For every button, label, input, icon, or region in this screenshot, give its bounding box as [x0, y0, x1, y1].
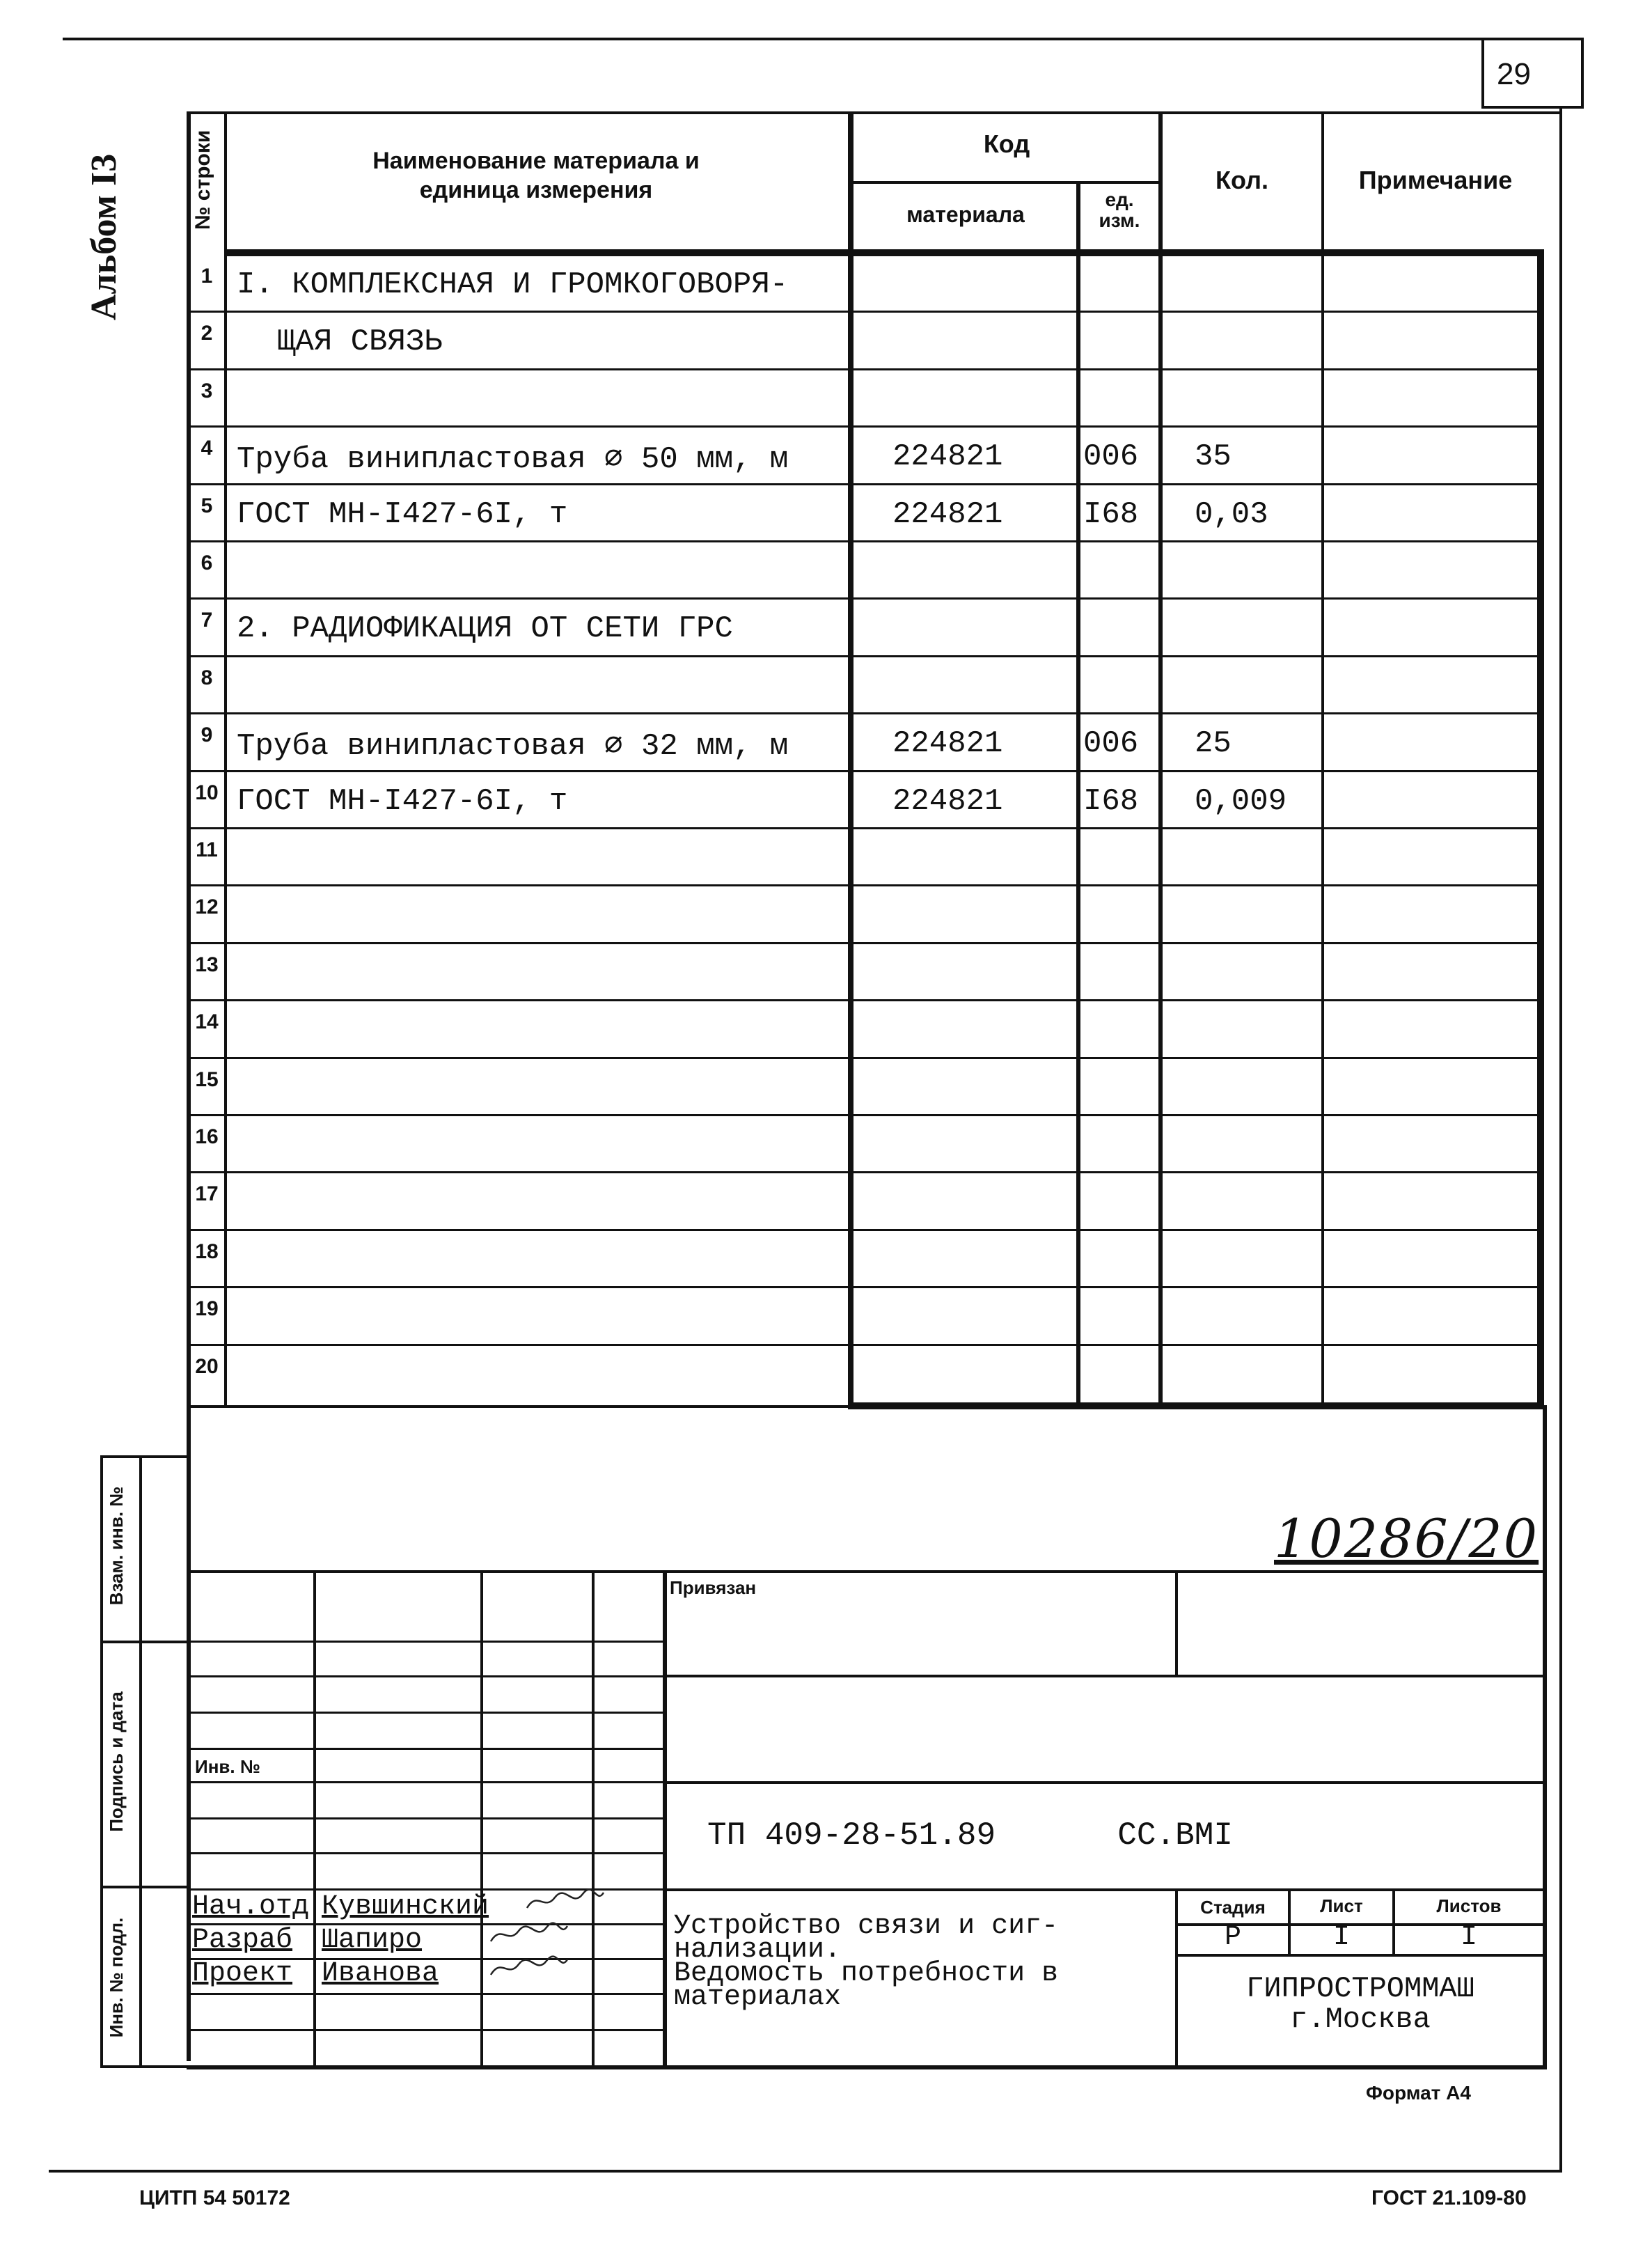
footer-left: ЦИТП 54 50172: [139, 2186, 290, 2209]
stage-label: Стадия: [1200, 1897, 1266, 1918]
col-divider-rowno: [224, 111, 227, 1408]
privyazan-divider: [1175, 1570, 1178, 1676]
row-line: [187, 540, 1541, 542]
page-number-box-left: [1481, 39, 1484, 109]
row-qty: 35: [1195, 439, 1232, 475]
header-name: Наименование материала и единица измерения: [372, 148, 700, 203]
side-stamp-sep2: [100, 1886, 188, 1888]
header-code: Код: [983, 130, 1030, 158]
handwritten-number: [1274, 1508, 1539, 1570]
table-top-border: [187, 111, 1562, 114]
designation-bottom: [663, 1888, 1544, 1891]
col-divider-qty: [1321, 111, 1324, 1408]
side-label-podpis: [106, 1678, 134, 1845]
side-stamp-sep1: [100, 1641, 188, 1643]
page-number-box-right: [1581, 38, 1584, 109]
row-line: [187, 655, 1541, 657]
page-number-box-bottom: [1481, 106, 1584, 109]
row-line: [187, 1286, 1541, 1288]
staff-name: Иванова: [322, 1958, 439, 1989]
row-name: I. КОМПЛЕКСНАЯ И ГРОМКОГОВОРЯ-: [237, 267, 789, 302]
row-line: [187, 1114, 1541, 1116]
row-line: [187, 597, 1541, 600]
designation-suffix: СС.ВМI: [1117, 1817, 1233, 1854]
header-bottom-heavy: [224, 249, 1544, 256]
side-label-inv-podl: [106, 1901, 134, 2054]
header-code-material: материала: [906, 202, 1025, 227]
stamp-row-line: [187, 1712, 666, 1714]
stage-value: Р: [1224, 1922, 1241, 1953]
stamp-top-line: [187, 1570, 1545, 1573]
doc-title: [674, 1911, 1059, 2013]
stamp-bottom-line: [187, 2065, 1547, 2069]
sheets-value: I: [1460, 1922, 1477, 1953]
stamp-row-line: [187, 1641, 666, 1643]
staff-name: Кувшинский: [322, 1891, 489, 1923]
header-code-unit: ед. изм.: [1099, 189, 1140, 231]
row-number: 16: [195, 1125, 219, 1148]
staff-role: Нач.отд: [192, 1891, 310, 1923]
side-label-vzam-text: Взам. инв. №: [106, 1486, 127, 1606]
row-unit: 006: [1083, 439, 1139, 475]
row-number: 4: [200, 437, 213, 460]
signature-mark: [487, 1954, 571, 1982]
staff-role: Разраб: [192, 1925, 293, 1956]
row-number: 11: [196, 838, 218, 861]
row-name: ЩАЯ СВЯЗЬ: [277, 324, 443, 360]
row-line: [187, 1344, 1541, 1346]
stamp-row-line: [187, 1993, 666, 1995]
row-line: [187, 1229, 1541, 1231]
side-label-inv-podl-text: Инв. № подл.: [106, 1917, 127, 2038]
row-number: 7: [200, 609, 213, 632]
stamp-row-line: [187, 1852, 666, 1854]
row-code: 224821: [892, 726, 1003, 762]
row-code: 224821: [892, 439, 1003, 475]
row-number: 3: [200, 379, 213, 402]
signature-mark: [524, 1887, 607, 1915]
row-number: 1: [200, 265, 213, 288]
stage-value-line: [1175, 1954, 1544, 1957]
row-unit: I68: [1083, 783, 1139, 819]
col-divider-code: [1158, 111, 1163, 1408]
stamp-row-line: [187, 2029, 666, 2031]
col-right-heavy: [1537, 251, 1544, 1408]
row-number: 10: [195, 781, 219, 804]
row-number: 2: [200, 322, 213, 345]
side-label-vzam: [106, 1476, 134, 1615]
row-name: Труба винипластовая ∅ 50 мм, м: [237, 442, 789, 478]
row-number: 13: [195, 953, 219, 976]
row-line: [187, 942, 1541, 944]
row-line: [187, 770, 1541, 772]
footer-line: [49, 2170, 1562, 2173]
format-label: Формат А4: [1366, 2082, 1471, 2104]
side-stamp-divider: [139, 1455, 142, 2068]
row-unit: 006: [1083, 726, 1139, 762]
row-line: [187, 483, 1541, 485]
row-line: [187, 712, 1541, 714]
row-code: 224821: [892, 496, 1003, 532]
row-number: 6: [200, 551, 213, 574]
inv-no-label: Инв. №: [195, 1756, 260, 1777]
col-divider-unit: [1076, 182, 1080, 1408]
side-stamp-left-border: [100, 1455, 103, 2068]
header-qty: Кол.: [1216, 166, 1268, 194]
row-name: Труба винипластовая ∅ 32 мм, м: [237, 729, 789, 765]
top-border-line: [63, 38, 1584, 40]
staff-name: Шапиро: [322, 1925, 423, 1956]
row-line: [187, 827, 1541, 829]
row-name: ГОСТ МН-I427-6I, т: [237, 496, 568, 532]
table-bottom-heavy: [848, 1402, 1544, 1409]
doc-title-line1: Устройство связи и сиг-: [674, 1911, 1059, 1942]
row-number: 14: [195, 1010, 219, 1034]
doc-title-line4: материалах: [674, 1982, 842, 2013]
stamp-main-right: [1543, 1405, 1547, 2067]
header-row-no-text: № строки: [191, 130, 214, 230]
album-label: [84, 111, 125, 320]
table-bottom-line: [187, 1405, 855, 1408]
sheets-label: Листов: [1436, 1895, 1502, 1916]
row-number: 5: [200, 494, 213, 517]
doc-title-line3: Ведомость потребности в: [674, 1958, 1059, 1989]
row-name: 2. РАДИОФИКАЦИЯ ОТ СЕТИ ГРС: [237, 611, 733, 647]
stamp-row-line: [187, 1781, 666, 1783]
row-number: 20: [195, 1354, 219, 1378]
row-qty: 0,009: [1195, 783, 1287, 819]
designation-top: [663, 1781, 1544, 1784]
sheet-label: Лист: [1320, 1895, 1363, 1916]
sheet-value: I: [1332, 1922, 1350, 1953]
row-number: 12: [195, 895, 219, 919]
header-row-no: [191, 132, 219, 230]
row-qty: 25: [1195, 726, 1232, 762]
row-line: [187, 368, 1541, 370]
stamp-row-line: [187, 1675, 666, 1677]
footer-right: ГОСТ 21.109-80: [1371, 2186, 1527, 2209]
album-label-text: Альбом I3: [84, 153, 124, 320]
row-number: 18: [195, 1239, 219, 1263]
row-line: [187, 1171, 1541, 1173]
doc-title-line2: нализации.: [674, 1934, 842, 1966]
side-stamp-top: [100, 1455, 188, 1458]
privyazan-bottom: [663, 1675, 1544, 1677]
row-line: [187, 884, 1541, 886]
row-number: 15: [195, 1067, 219, 1091]
row-code: 224821: [892, 783, 1003, 819]
stamp-row-line: [187, 1817, 666, 1819]
designation-code: ТП 409-28-51.89: [707, 1817, 996, 1854]
row-line: [187, 311, 1541, 313]
row-number: 9: [200, 723, 213, 747]
side-label-podpis-text: Подпись и дата: [106, 1691, 127, 1832]
row-number: 17: [195, 1182, 219, 1206]
org-name: ГИПРОСТРОММАШ: [1246, 1972, 1474, 2005]
side-stamp-bottom: [100, 2065, 188, 2068]
header-note: Примечание: [1358, 166, 1513, 194]
staff-role: Проект: [192, 1958, 293, 1989]
designation: [707, 1817, 1233, 1854]
row-number: 19: [195, 1297, 219, 1321]
row-number: 8: [200, 666, 213, 689]
col-divider-name: [848, 111, 853, 1408]
page-right-border: [1559, 109, 1562, 2171]
row-unit: I68: [1083, 496, 1139, 532]
page-number: 29: [1497, 57, 1531, 91]
row-name: ГОСТ МН-I427-6I, т: [237, 783, 568, 819]
stamp-row-line: [187, 1748, 666, 1750]
privyazan-label: Привязан: [670, 1577, 757, 1598]
code-header-divider: [848, 181, 1161, 184]
row-qty: 0,03: [1195, 496, 1268, 532]
row-line: [187, 425, 1541, 428]
signature-mark: [487, 1920, 571, 1948]
row-line: [187, 999, 1541, 1001]
handwritten-number-text: 10286/20: [1274, 1508, 1539, 1570]
row-line: [187, 1057, 1541, 1059]
org-city: г.Москва: [1290, 2003, 1431, 2036]
